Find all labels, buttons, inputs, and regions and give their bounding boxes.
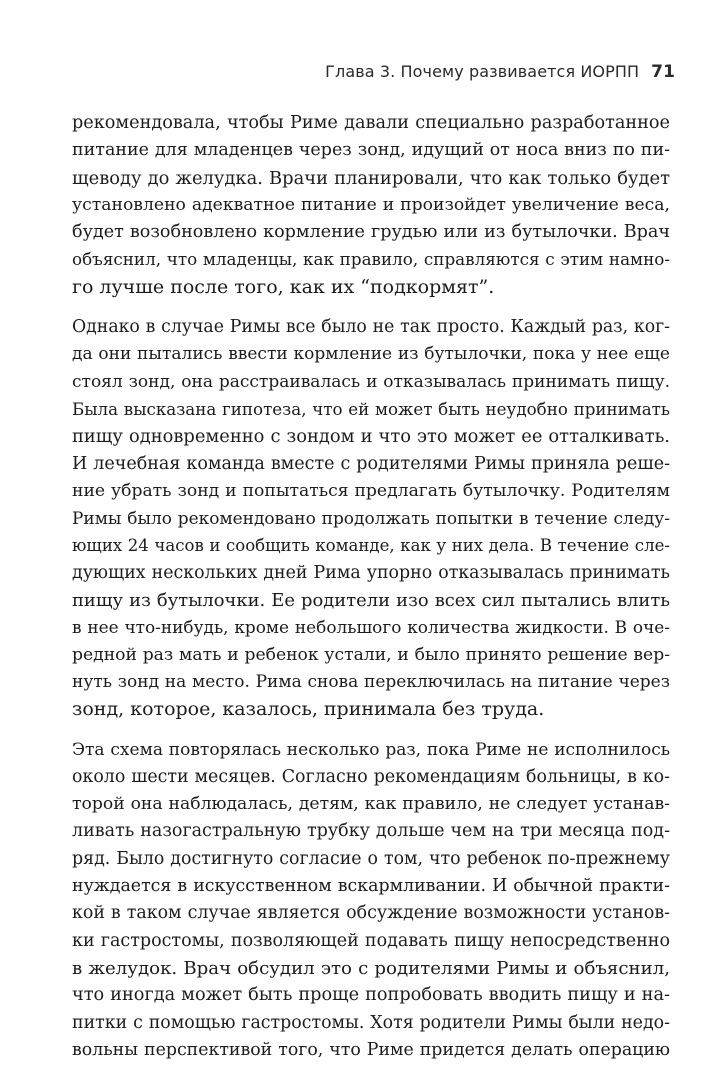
text-line: ки гастростомы, позволяющей подавать пищу непосредственно	[72, 930, 670, 951]
chapter-title: Глава 3. Почему развивается ИОРПП	[325, 62, 640, 81]
text-line: щеводу до желудка. Врачи планировали, что как только будет	[72, 167, 670, 189]
text-line: в желудок. Врач обсудил это с родителями Римы и объяснил,	[72, 957, 670, 979]
text-line: ющих 24 часов и сообщить команде, как у них дела. В течение сле-	[72, 536, 670, 556]
text-line: да они пытались ввести кормление из бутылочки, пока у нее еще	[72, 344, 670, 365]
text-line: торой она наблюдалась, детям, как правило, не следует устанав-	[72, 794, 670, 815]
text-line: стоял зонд, она расстраивалась и отказывалась принимать пищу.	[72, 371, 670, 392]
paragraph-3	[72, 737, 670, 1065]
text-line: Римы было рекомендовано продолжать попытки в течение следу-	[72, 508, 670, 529]
text-line: вольны перспективой того, что Риме придется делать операцию	[72, 1039, 670, 1060]
text-line: в нее что-нибудь, кроме небольшого количества жидкости. В оче-	[72, 617, 670, 638]
text-line: пищу из бутылочки. Ее родители изо всех сил пытались влить	[72, 590, 670, 612]
text-line: питание для младенцев через зонд, идущий от носа вниз по пи-	[72, 140, 670, 161]
text-line: установлено адекватное питание и произойдет увеличение веса,	[72, 194, 670, 215]
text-line: рекомендовала, чтобы Риме давали специально разработанное	[72, 113, 670, 133]
text-line: Однако в случае Римы все было не так просто. Каждый раз, ког-	[72, 317, 670, 338]
text-line: го лучше после того, как их “подкормят”.	[72, 275, 495, 298]
text-line: Была высказана гипотеза, что ей может быть неудобно принимать	[72, 399, 670, 419]
text-line: ливать назогастральную трубку дольше чем на три месяца под-	[72, 821, 670, 842]
text-line: будет возобновлено кормление грудью или из бутылочки. Врач	[72, 222, 670, 243]
running-header	[325, 62, 675, 82]
text-line: питки с помощью гастростомы. Хотя родители Римы были недо-	[72, 1012, 670, 1033]
text-line: нуть зонд на место. Рима снова переключилась на питание через	[72, 671, 670, 692]
text-line: редной раз мать и ребенок устали, и было принято решение вер-	[72, 644, 670, 665]
text-line: ние убрать зонд и попытаться предлагать бутылочку. Родителям	[72, 480, 670, 501]
text-line: нуждается в искусственном вскармливании. И обычной практи-	[72, 876, 670, 897]
text-line: ряд. Было достигнуто согласие о том, что ребенок по-прежнему	[72, 848, 670, 869]
paragraph-1	[72, 110, 670, 301]
text-line: около шести месяцев. Согласно рекомендациям больницы, в ко-	[72, 766, 670, 787]
body-text	[72, 110, 670, 1077]
text-line: Эта схема повторялась несколько раз, пока Риме не исполнилось	[72, 739, 670, 760]
text-line: пищу одновременно с зондом и что это может ее отталкивать.	[72, 426, 670, 448]
text-line: что иногда может быть проще попробовать вводить пищу и на-	[72, 985, 670, 1006]
text-line: объяснил, что младенцы, как правило, справляются с этим намно-	[72, 249, 670, 270]
paragraph-2	[72, 314, 670, 723]
text-line: дующих нескольких дней Рима упорно отказывалась принимать	[72, 562, 670, 583]
page-number: 71	[651, 62, 675, 82]
text-line: И лечебная команда вместе с родителями Римы приняла реше-	[72, 453, 670, 474]
text-line: зонд, которое, казалось, принимала без труда.	[72, 698, 545, 721]
text-line: кой в таком случае является обсуждение возможности установ-	[72, 903, 670, 924]
